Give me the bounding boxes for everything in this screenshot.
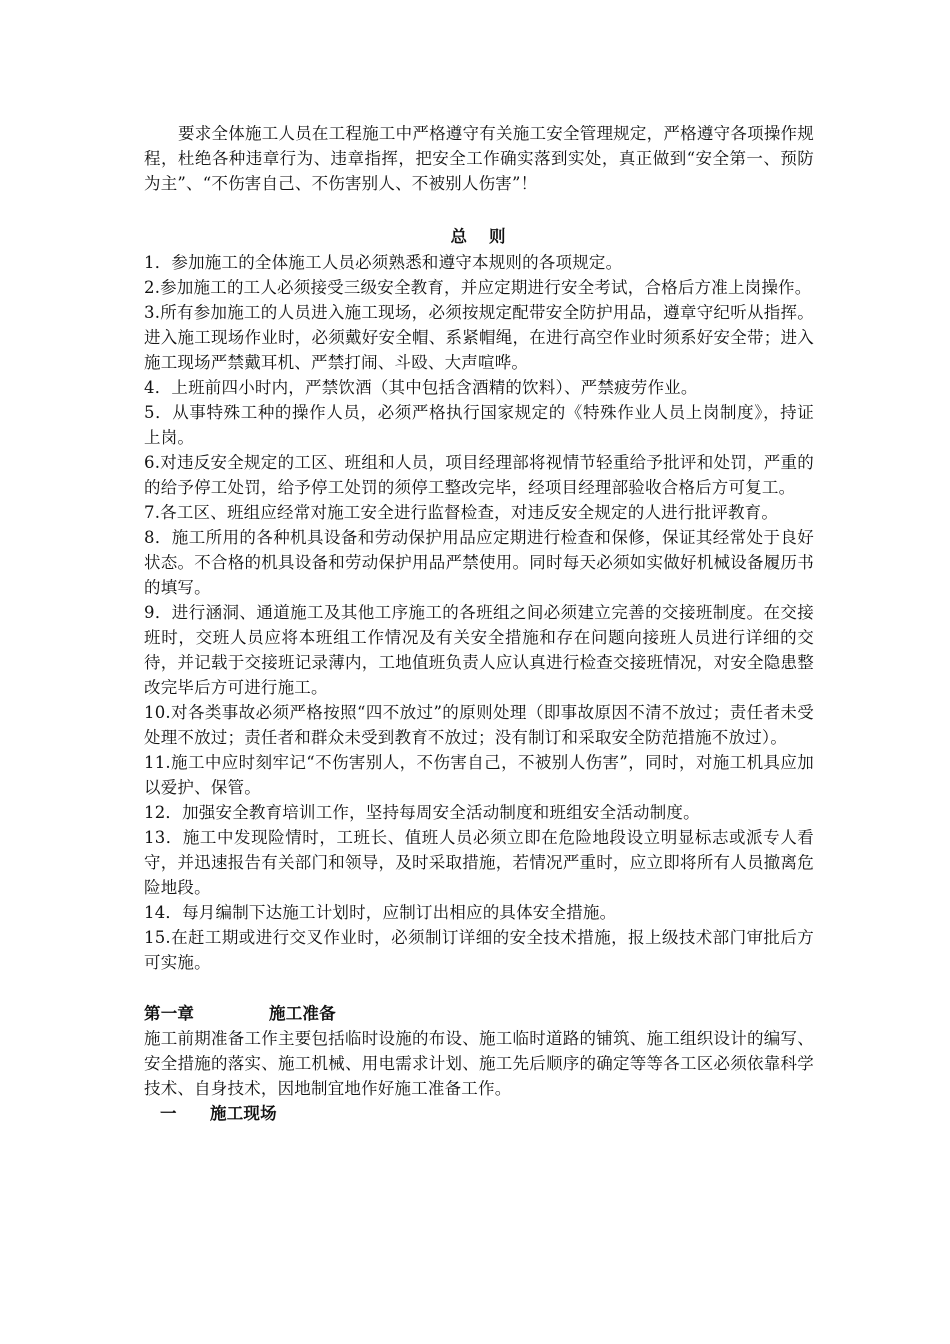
rule-item: 15.在赶工期或进行交叉作业时，必须制订详细的安全技术措施，报上级技术部门审批后方可实施。 xyxy=(144,928,814,972)
intro-paragraph: 要求全体施工人员在工程施工中严格遵守有关施工安全管理规定，严格遵守各项操作规程，杜绝各种违章行为、违章指挥，把安全工作确实落到实处，真正做到“安全第一、预防为主”、“不伤害自己、不伤害别人、不被别人伤害”！ xyxy=(144,124,814,193)
rule-item: 5．从事特殊工种的操作人员，必须严格执行国家规定的《特殊作业人员上岗制度》，持证上岗。 xyxy=(144,403,814,447)
document-content xyxy=(144,121,814,1126)
rule-item: 9．进行涵洞、通道施工及其他工序施工的各班组之间必须建立完善的交接班制度。在交接班时，交班人员应将本班组工作情况及有关安全措施和存在问题向接班人员进行详细的交待，并记载于交接班记录薄内，工地值班负责人应认真进行检查交接班情况，对安全隐患整改完毕后方可进行施工。 xyxy=(144,603,814,697)
rule-item: 13．施工中发现险情时，工班长、值班人员必须立即在危险地段设立明显标志或派专人看守，并迅速报告有关部门和领导，及时采取措施，若情况严重时，应立即将所有人员撤离危险地段。 xyxy=(144,828,814,897)
rule-item: 4．上班前四小时内，严禁饮酒（其中包括含酒精的饮料）、严禁疲劳作业。 xyxy=(144,378,698,397)
rule-item: 7.各工区、班组应经常对施工安全进行监督检查，对违反安全规定的人进行批评教育。 xyxy=(144,503,779,522)
rule-item: 6.对违反安全规定的工区、班组和人员，项目经理部将视情节轻重给予批评和处罚，严重的的给予停工处罚，给予停工处罚的须停工整改完毕，经项目经理部验收合格后方可复工。 xyxy=(144,453,814,497)
rule-item: 2.参加施工的工人必须接受三级安全教育，并应定期进行安全考试，合格后方准上岗操作。 xyxy=(144,278,812,297)
section-heading xyxy=(144,1101,814,1126)
chapter-title: 施工准备 xyxy=(269,1004,336,1023)
general-provisions-heading: 总则 xyxy=(450,227,528,246)
rule-item: 11.施工中应时刻牢记“不伤害别人，不伤害自己，不被别人伤害”，同时，对施工机具应加以爱护、保管。 xyxy=(144,753,814,797)
rule-item: 8．施工所用的各种机具设备和劳动保护用品应定期进行检查和保修，保证其经常处于良好状态。不合格的机具设备和劳动保护用品严禁使用。同时每天必须如实做好机械设备履历书的填写。 xyxy=(144,528,814,597)
rules-list xyxy=(144,250,814,975)
section-number: 一 xyxy=(160,1104,177,1123)
rule-item: 3.所有参加施工的人员进入施工现场，必须按规定配带安全防护用品，遵章守纪听从指挥。进入施工现场作业时，必须戴好安全帽、系紧帽绳，在进行高空作业时须系好安全带；进入施工现场严禁戴耳机、严禁打闹、斗殴、大声喧哗。 xyxy=(144,303,814,372)
section-title: 施工现场 xyxy=(210,1104,277,1123)
chapter-body: 施工前期准备工作主要包括临时设施的布设、施工临时道路的铺筑、施工组织设计的编写、安全措施的落实、施工机械、用电需求计划、施工先后顺序的确定等等各工区必须依靠科学技术、自身技术，因地制宜地作好施工准备工作。 xyxy=(144,1029,814,1098)
rule-item: 14．每月编制下达施工计划时，应制订出相应的具体安全措施。 xyxy=(144,903,617,922)
rule-item: 10.对各类事故必须严格按照“四不放过”的原则处理（即事故原因不清不放过；责任者未受处理不放过；责任者和群众未受到教育不放过；没有制订和采取安全防范措施不放过）。 xyxy=(144,703,814,747)
rule-item: 12．加强安全教育培训工作，坚持每周安全活动制度和班组安全活动制度。 xyxy=(144,803,700,822)
chapter-number: 第一章 xyxy=(144,1004,195,1023)
chapter-heading xyxy=(144,1001,814,1026)
rule-item: 1．参加施工的全体施工人员必须熟悉和遵守本规则的各项规定。 xyxy=(144,253,623,272)
